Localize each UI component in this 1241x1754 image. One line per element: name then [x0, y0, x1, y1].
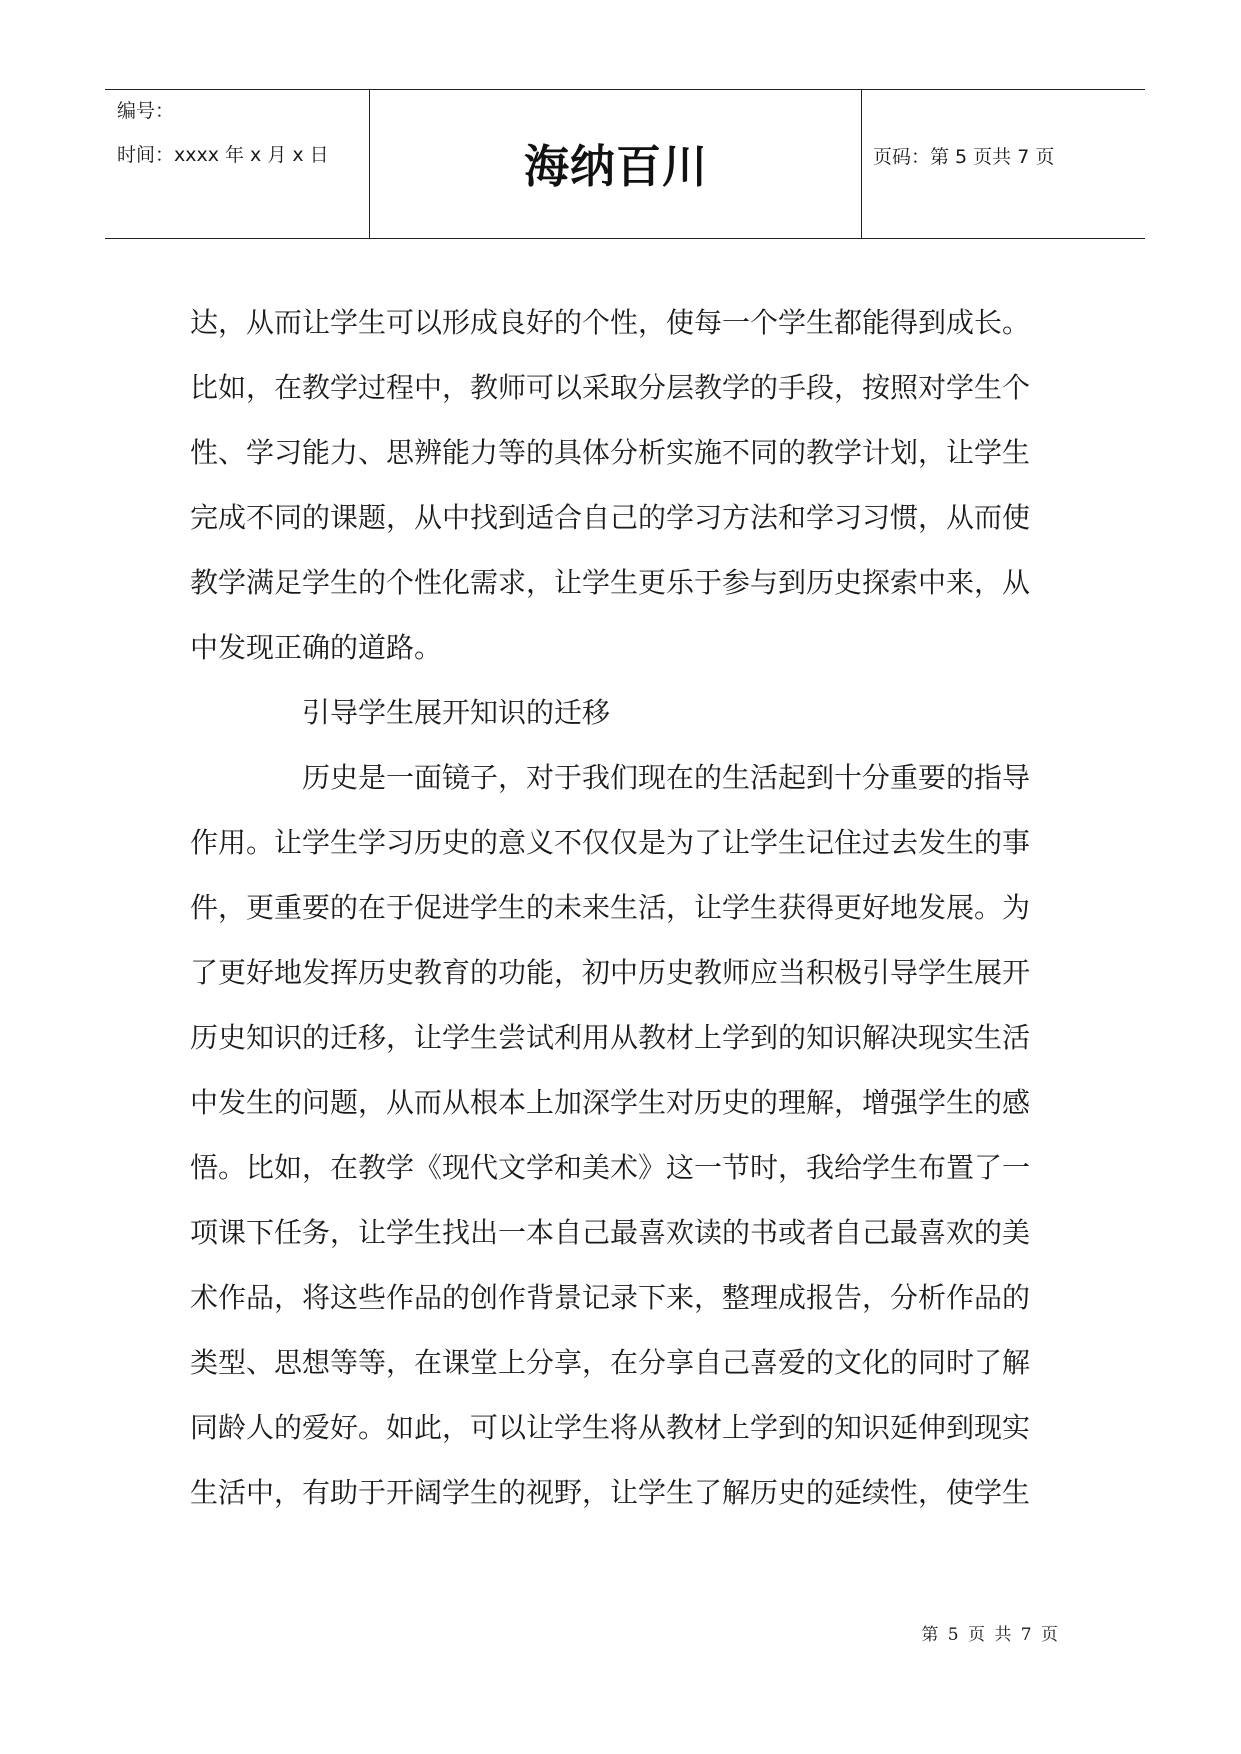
body-line: 作用。让学生学习历史的意义不仅仅是为了让学生记住过去发生的事: [190, 826, 1031, 859]
section-heading: 引导学生展开知识的迁移: [302, 696, 611, 729]
document-number-label: 编号：: [117, 100, 175, 122]
body-line: 项课下任务，让学生找出一本自己最喜欢读的书或者自己最喜欢的美: [190, 1216, 1031, 1249]
paragraph-first-line: 历史是一面镜子，对于我们现在的生活起到十分重要的指导: [302, 761, 1031, 794]
body-line: 比如，在教学过程中，教师可以采取分层教学的手段，按照对学生个: [190, 371, 1031, 404]
body-line: 中发现正确的道路。: [190, 631, 443, 664]
header-divider-right: [861, 90, 862, 238]
body-line: 达，从而让学生可以形成良好的个性，使每一个学生都能得到成长。: [190, 306, 1031, 339]
body-line: 悟。比如，在教学《现代文学和美术》这一节时，我给学生布置了一: [190, 1151, 1031, 1184]
body-line: 中发生的问题，从而从根本上加深学生对历史的理解，增强学生的感: [190, 1086, 1031, 1119]
header-page-indicator: 页码：第 5 页共 7 页: [873, 146, 1055, 168]
header-divider-left: [369, 90, 370, 238]
body-line: 性、学习能力、思辨能力等的具体分析实施不同的教学计划，让学生: [190, 436, 1031, 469]
body-line: 了更好地发挥历史教育的功能，初中历史教师应当积极引导学生展开: [190, 956, 1031, 989]
document-body: [190, 290, 1060, 1525]
body-line: 完成不同的课题，从中找到适合自己的学习方法和学习习惯，从而使: [190, 501, 1031, 534]
body-line: 术作品，将这些作品的创作背景记录下来，整理成报告，分析作品的: [190, 1281, 1031, 1314]
body-line: 类型、思想等等，在课堂上分享，在分享自己喜爱的文化的同时了解: [190, 1346, 1031, 1379]
body-line: 同龄人的爱好。如此，可以让学生将从教材上学到的知识延伸到现实: [190, 1411, 1031, 1444]
body-line: 生活中，有助于开阔学生的视野，让学生了解历史的延续性，使学生: [190, 1476, 1031, 1509]
document-header: [105, 89, 1145, 239]
body-line: 历史知识的迁移，让学生尝试利用从教材上学到的知识解决现实生活: [190, 1021, 1031, 1054]
page-footer-number: 第 5 页 共 7 页: [921, 1625, 1060, 1645]
body-line: 教学满足学生的个性化需求，让学生更乐于参与到历史探索中来，从: [190, 566, 1031, 599]
document-date-label: 时间：xxxx 年 x 月 x 日: [117, 144, 329, 166]
body-line: 件，更重要的在于促进学生的未来生活，让学生获得更好地发展。为: [190, 891, 1031, 924]
document-title: 海纳百川: [523, 140, 708, 193]
